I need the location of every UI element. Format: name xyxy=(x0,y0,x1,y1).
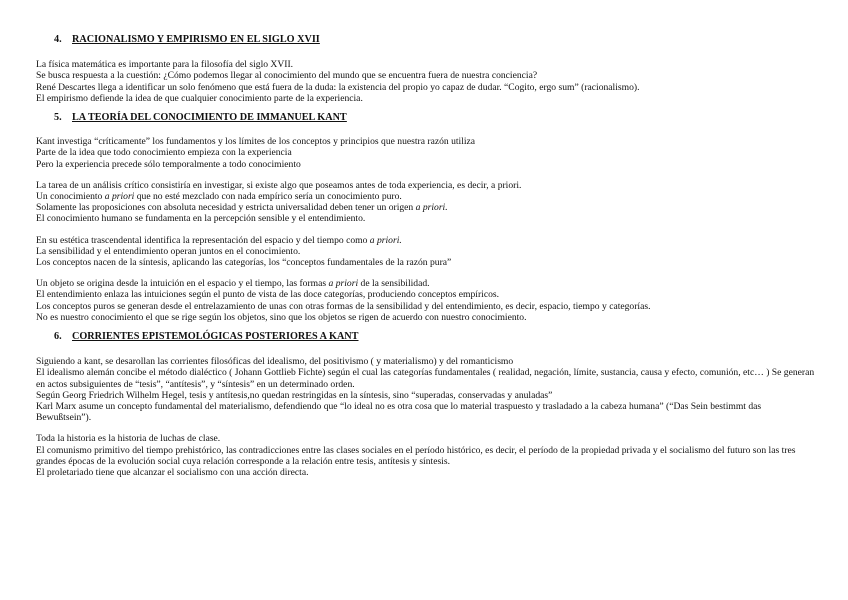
paragraph-line: El entendimiento enlaza las intuiciones según el punto de vista de las doce categorías, produciendo conceptos empíricos. xyxy=(36,289,500,301)
section-6-heading xyxy=(36,331,816,342)
paragraph-line: Según Georg Friedrich Wilhelm Hegel, tesis y antítesis,no quedan restringidas en la síntesis, sino “superadas, conservadas y anuladas” xyxy=(36,389,553,401)
paragraph-line: El empirismo defiende la idea de que cualquier conocimiento parte de la experiencia. xyxy=(36,92,363,104)
section-number: 6. xyxy=(54,331,62,343)
italic-term: a priori xyxy=(328,278,359,290)
paragraph-line: El idealismo alemán concibe el método dialéctico ( Johann Gottlieb Fichte) según el cual las categorías fundamentales ( realidad, negación, límite, sustancia, causa y efecto, comunión, etc… ) Se generan en actos subsiguientes de “tesis”, “antítesis”, y “síntesis” en un determinado orden. xyxy=(36,367,815,390)
section-number: 5. xyxy=(54,112,62,124)
paragraph-line: La sensibilidad y el entendimiento operan juntos en el conocimiento. xyxy=(36,245,301,257)
text-run: Un objeto se origina desde la intuición en el espacio y el tiempo, las formas xyxy=(36,278,329,290)
section-5-paragraph-1 xyxy=(36,136,816,170)
paragraph-line xyxy=(36,278,816,289)
italic-term: a priori xyxy=(104,191,135,203)
paragraph-line: El proletariado tiene que alcanzar el socialismo con una acción directa. xyxy=(36,467,309,479)
document-page xyxy=(36,34,816,478)
text-run: que no esté mezclado con nada empírico sería un conocimiento puro. xyxy=(134,191,402,203)
section-6-paragraph-2 xyxy=(36,433,816,478)
text-run: Solamente las proposiciones con absoluta necesidad y estricta universalidad deben tener un origen xyxy=(36,202,416,214)
text-run: Un conocimiento xyxy=(36,191,105,203)
paragraph-line: El conocimiento humano se fundamenta en la percepción sensible y el entendimiento. xyxy=(36,213,366,225)
italic-term: a priori. xyxy=(369,234,402,246)
section-5-paragraph-2 xyxy=(36,180,816,225)
paragraph-line: René Descartes llega a identificar un solo fenómeno que está fuera de la duda: la existencia del propio yo capaz de dudar. “Cogito, ergo sum” (racionalismo). xyxy=(36,81,640,93)
section-title: RACIONALISMO Y EMPIRISMO EN EL SIGLO XVII xyxy=(72,34,320,45)
paragraph-line xyxy=(36,202,816,213)
paragraph-line: La física matemática es importante para la filosofía del siglo XVII. xyxy=(36,59,294,71)
section-6-paragraph-1 xyxy=(36,356,816,423)
paragraph-line: Pero la experiencia precede sólo temporalmente a todo conocimiento xyxy=(36,158,301,170)
section-number: 4. xyxy=(54,34,62,45)
paragraph-line: Karl Marx asume un concepto fundamental del materialismo, defendiendo que “lo ideal no es otra cosa que lo material traspuesto y trasladado a la cabeza humana” (“Das Sein bestimmt das Bewußtsein”). xyxy=(36,401,762,424)
paragraph-line: El comunismo primitivo del tiempo prehistórico, las contradicciones entre las clases sociales en el período histórico, es decir, el período de la propiedad privada y el socialismo del futuro son las tres grandes épocas de la evolución social cuya relación corresponde a la relación entre tesis, antítesis y síntesis. xyxy=(36,444,796,467)
paragraph-line: No es nuestro conocimiento el que se rige según los objetos, sino que los objetos se rigen de acuerdo con nuestro conocimiento. xyxy=(36,311,527,323)
paragraph-line: La tarea de un análisis crítico consistiría en investigar, si existe algo que poseamos antes de toda experiencia, es decir, a priori. xyxy=(36,179,522,191)
text-run: En su estética trascendental identifica la representación del espacio y del tiempo como xyxy=(36,234,370,246)
paragraph-line: Kant investiga “críticamente” los fundamentos y los límites de los conceptos y principios que nuestra razón utiliza xyxy=(36,136,476,148)
paragraph-line xyxy=(36,191,816,202)
paragraph-line xyxy=(36,235,816,246)
paragraph-line: Siguiendo a kant, se desarollan las corrientes filosóficas del idealismo, del positivismo ( y materialismo) y del romanticismo xyxy=(36,356,514,368)
section-title: CORRIENTES EPISTEMOLÓGICAS POSTERIORES A KANT xyxy=(72,331,359,343)
section-5-paragraph-3 xyxy=(36,235,816,269)
text-run: de la sensibilidad. xyxy=(358,278,430,290)
paragraph-line: Los conceptos puros se generan desde el entrelazamiento de unas con otras formas de la sensibilidad y del entendimiento, es decir, espacio, tiempo y categorías. xyxy=(36,300,651,312)
section-5-paragraph-4 xyxy=(36,278,816,323)
italic-term: a priori. xyxy=(415,202,448,214)
paragraph-line: Parte de la idea que todo conocimiento empieza con la experiencia xyxy=(36,147,292,159)
section-4-body xyxy=(36,59,816,104)
paragraph-line: Se busca respuesta a la cuestión: ¿Cómo podemos llegar al conocimiento del mundo que se encuentra fuera de nuestra conciencia? xyxy=(36,70,538,82)
section-5-heading xyxy=(36,112,816,123)
paragraph-line: Toda la historia es la historia de luchas de clase. xyxy=(36,433,221,445)
section-title: LA TEORÍA DEL CONOCIMIENTO DE IMMANUEL KANT xyxy=(72,112,347,124)
section-4-heading xyxy=(36,34,816,45)
paragraph-line: Los conceptos nacen de la síntesis, aplicando las categorías, los “conceptos fundamentales de la razón pura” xyxy=(36,257,452,269)
